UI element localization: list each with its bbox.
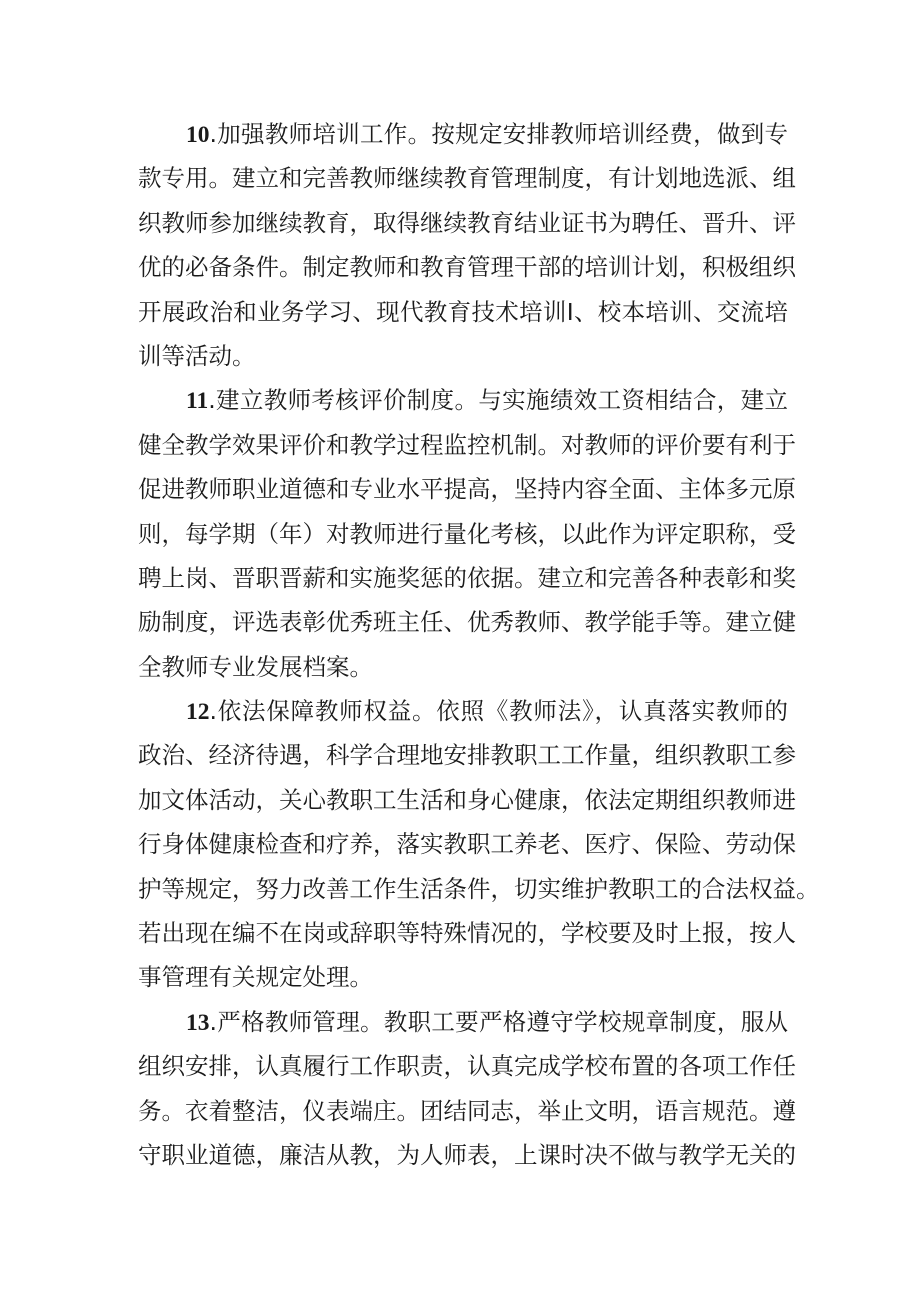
- paragraph-line: 加文体活动，关心教职工生活和身心健康，依法定期组织教师进: [138, 785, 796, 814]
- paragraph-line: [138, 1000, 788, 1044]
- paragraph-line: 励制度，评选表彰优秀班主任、优秀教师、教学能手等。建立健: [138, 608, 796, 637]
- paragraph-line: 行身体健康检查和疗养，落实教职工养老、医疗、保险、劳动保: [138, 830, 796, 859]
- paragraph-line: 款专用。建立和完善教师继续教育管理制度，有计划地选派、组: [138, 164, 796, 193]
- paragraph-number: 13: [186, 1009, 210, 1036]
- paragraph-line: 守职业道德，廉洁从教，为人师表，上课时决不做与教学无关的: [138, 1140, 796, 1169]
- paragraph-12: [138, 689, 820, 1000]
- paragraph-line: 聘上岗、晋职晋薪和实施奖惩的依据。建立和完善各种表彰和奖: [138, 563, 796, 592]
- paragraph-line: [138, 378, 788, 422]
- paragraph-line: 开展政治和业务学习、现代教育技术培训I、校本培训、交流培: [138, 297, 788, 326]
- paragraph-line: 织教师参加继续教育，取得继续教育结业证书为聘任、晋升、评: [138, 208, 796, 237]
- paragraph-line: [138, 689, 788, 733]
- paragraph-11: [138, 378, 796, 689]
- line-text: .建立教师考核评价制度。与实施绩效工资相结合，建立: [208, 386, 788, 415]
- document-body: [138, 112, 820, 1177]
- paragraph-line: 若出现在编不在岗或辞职等特殊情况的，学校要及时上报，按人: [138, 919, 796, 948]
- paragraph-line: 训等活动。: [138, 341, 256, 370]
- paragraph-line: [138, 112, 788, 156]
- paragraph-line: 则，每学期（年）对教师进行量化考核，以此作为评定职称，受: [138, 519, 796, 548]
- paragraph-line: 优的必备条件。制定教师和教育管理干部的培训计划，积极组织: [138, 253, 796, 282]
- line-text: .依法保障教师权益。依照《教师法》，认真落实教师的: [209, 697, 788, 726]
- paragraph-10: [138, 112, 796, 378]
- line-text: .加强教师培训工作。按规定安排教师培训经费，做到专: [209, 120, 788, 148]
- paragraph-line: 促进教师职业道德和专业水平提高，坚持内容全面、主体多元原: [138, 475, 796, 504]
- paragraph-line: 事管理有关规定处理。: [138, 963, 373, 992]
- paragraph-line: 政治、经济待遇，科学合理地安排教职工工作量，组织教职工参: [138, 741, 796, 770]
- line-text: .严格教师管理。教职工要严格遵守学校规章制度，服从: [209, 1007, 788, 1036]
- paragraph-line: 全教师专业发展档案。: [138, 652, 373, 681]
- paragraph-line: 护等规定，努力改善工作生活条件，切实维护教职工的合法权益。: [138, 874, 820, 903]
- paragraph-line: 组织安排，认真履行工作职责，认真完成学校布置的各项工作任: [138, 1052, 796, 1081]
- paragraph-line: 健全教学效果评价和教学过程监控机制。对教师的评价要有利于: [138, 430, 796, 459]
- paragraph-13: [138, 1000, 796, 1178]
- paragraph-number: 10: [186, 122, 210, 148]
- paragraph-number: 11: [186, 388, 209, 415]
- paragraph-number: 12: [186, 699, 210, 726]
- paragraph-line: 务。衣着整洁，仪表端庄。团结同志，举止文明，语言规范。遵: [138, 1096, 796, 1125]
